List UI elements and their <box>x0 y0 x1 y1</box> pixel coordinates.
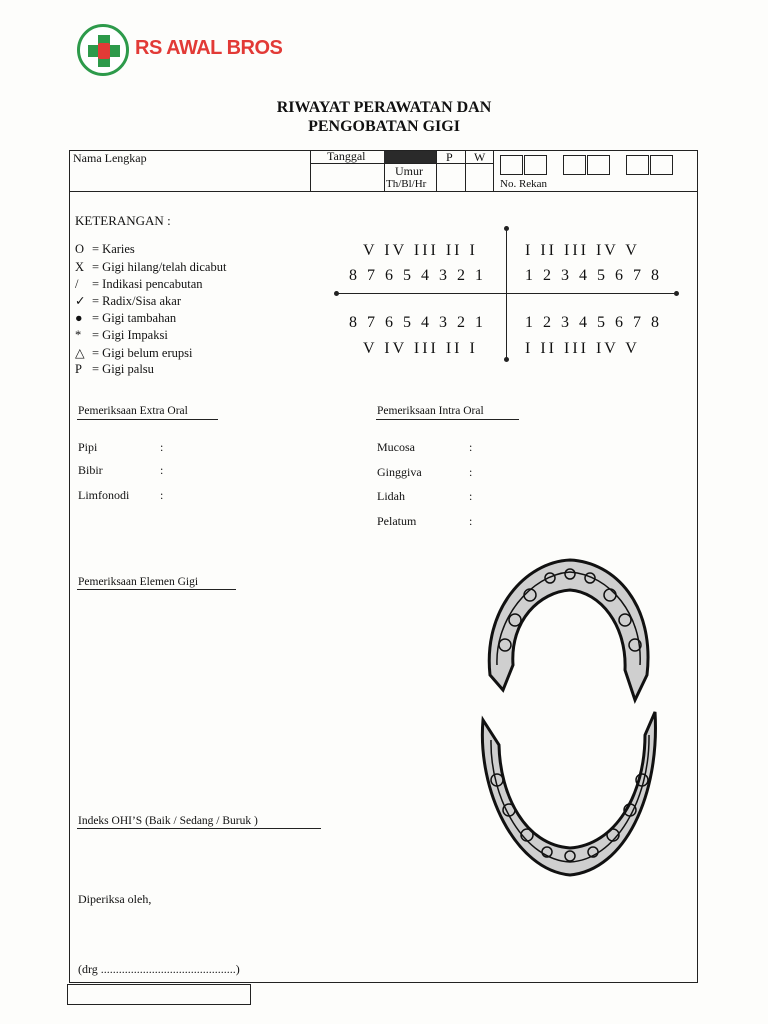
drg-signature-line[interactable]: (drg .............................................) <box>78 962 240 976</box>
dental-arch-illustration <box>475 550 665 890</box>
lower-right-deciduous: I II III IV V <box>525 340 640 357</box>
extra-oral-heading: Pemeriksaan Extra Oral <box>78 405 188 417</box>
lidah-colon: : <box>469 489 473 503</box>
limfonodi-colon: : <box>160 488 164 502</box>
mucosa-label: Mucosa <box>377 440 415 454</box>
axis-end-dot <box>334 291 339 296</box>
w-label: W <box>474 150 486 164</box>
nama-lengkap-label: Nama Lengkap <box>73 151 147 165</box>
legend-item: △ = Gigi belum erupsi <box>75 346 193 360</box>
legend-item: ● = Gigi tambahan <box>75 311 177 325</box>
axis-end-dot <box>504 226 509 231</box>
no-rekan-label: No. Rekan <box>500 178 548 190</box>
elemen-gigi-heading: Pemeriksaan Elemen Gigi <box>78 576 199 588</box>
upper-left-deciduous: V IV III II I <box>363 242 478 259</box>
pelatum-label: Pelatum <box>377 514 417 528</box>
record-number-box[interactable] <box>524 155 547 175</box>
header-divider <box>69 191 698 192</box>
legend-item: P = Gigi palsu <box>75 362 154 376</box>
axis-end-dot <box>504 357 509 362</box>
record-number-box[interactable] <box>587 155 610 175</box>
lower-left-permanent: 8 7 6 5 4 3 2 1 <box>349 314 486 331</box>
record-number-box[interactable] <box>500 155 523 175</box>
record-number-box[interactable] <box>563 155 586 175</box>
header-col-divider <box>465 150 466 191</box>
legend-item: / = Indikasi pencabutan <box>75 277 203 291</box>
legend-item: X = Gigi hilang/telah dicabut <box>75 260 227 274</box>
mucosa-colon: : <box>469 440 473 454</box>
umur-label: Umur <box>395 164 423 178</box>
lower-right-permanent: 1 2 3 4 5 6 7 8 <box>525 314 662 331</box>
lower-left-deciduous: V IV III II I <box>363 340 478 357</box>
lidah-label: Lidah <box>377 489 405 503</box>
p-label: P <box>446 150 453 164</box>
hospital-logo <box>77 24 292 76</box>
diperiksa-label: Diperiksa oleh, <box>78 892 152 906</box>
tanggal-label: Tanggal <box>327 149 366 163</box>
header-col-divider <box>310 150 311 191</box>
umur-unit-label: Th/Bl/Hr <box>386 178 427 190</box>
extra-oral-underline <box>77 419 218 420</box>
axis-end-dot <box>674 291 679 296</box>
upper-arch <box>489 560 648 700</box>
form-title-line2: PENGOBATAN GIGI <box>308 118 460 135</box>
ginggiva-label: Ginggiva <box>377 465 422 479</box>
legend-item: * = Gigi Impaksi <box>75 328 168 342</box>
upper-right-deciduous: I II III IV V <box>525 242 640 259</box>
intra-oral-heading: Pemeriksaan Intra Oral <box>377 405 484 417</box>
legend-item: O = Karies <box>75 242 135 256</box>
header-col-divider <box>493 150 494 191</box>
ohis-heading: Indeks OHI’S (Baik / Sedang / Buruk ) <box>78 815 258 827</box>
bibir-colon: : <box>160 463 164 477</box>
upper-left-permanent: 8 7 6 5 4 3 2 1 <box>349 267 486 284</box>
header-dark-cell <box>384 151 436 163</box>
ohis-underline <box>77 828 321 829</box>
pipi-colon: : <box>160 440 164 454</box>
odontogram-vertical-axis <box>506 229 507 360</box>
legend-item: ✓ = Radix/Sisa akar <box>75 294 181 308</box>
keterangan-heading: KETERANGAN : <box>75 213 171 228</box>
bibir-label: Bibir <box>78 463 103 477</box>
ginggiva-colon: : <box>469 465 473 479</box>
pipi-label: Pipi <box>78 440 98 454</box>
odontogram-horizontal-axis <box>337 293 677 294</box>
limfonodi-label: Limfonodi <box>78 488 130 502</box>
form-title-line1: RIWAYAT PERAWATAN DAN <box>276 99 492 116</box>
elemen-gigi-underline <box>77 589 236 590</box>
header-col-divider <box>436 150 437 191</box>
record-number-box[interactable] <box>626 155 649 175</box>
record-number-box[interactable] <box>650 155 673 175</box>
upper-right-permanent: 1 2 3 4 5 6 7 8 <box>525 267 662 284</box>
footer-box <box>67 984 251 1005</box>
logo-text: RS AWAL BROS <box>135 37 283 59</box>
hospital-cross-icon <box>77 24 129 76</box>
intra-oral-underline <box>376 419 519 420</box>
pelatum-colon: : <box>469 514 473 528</box>
